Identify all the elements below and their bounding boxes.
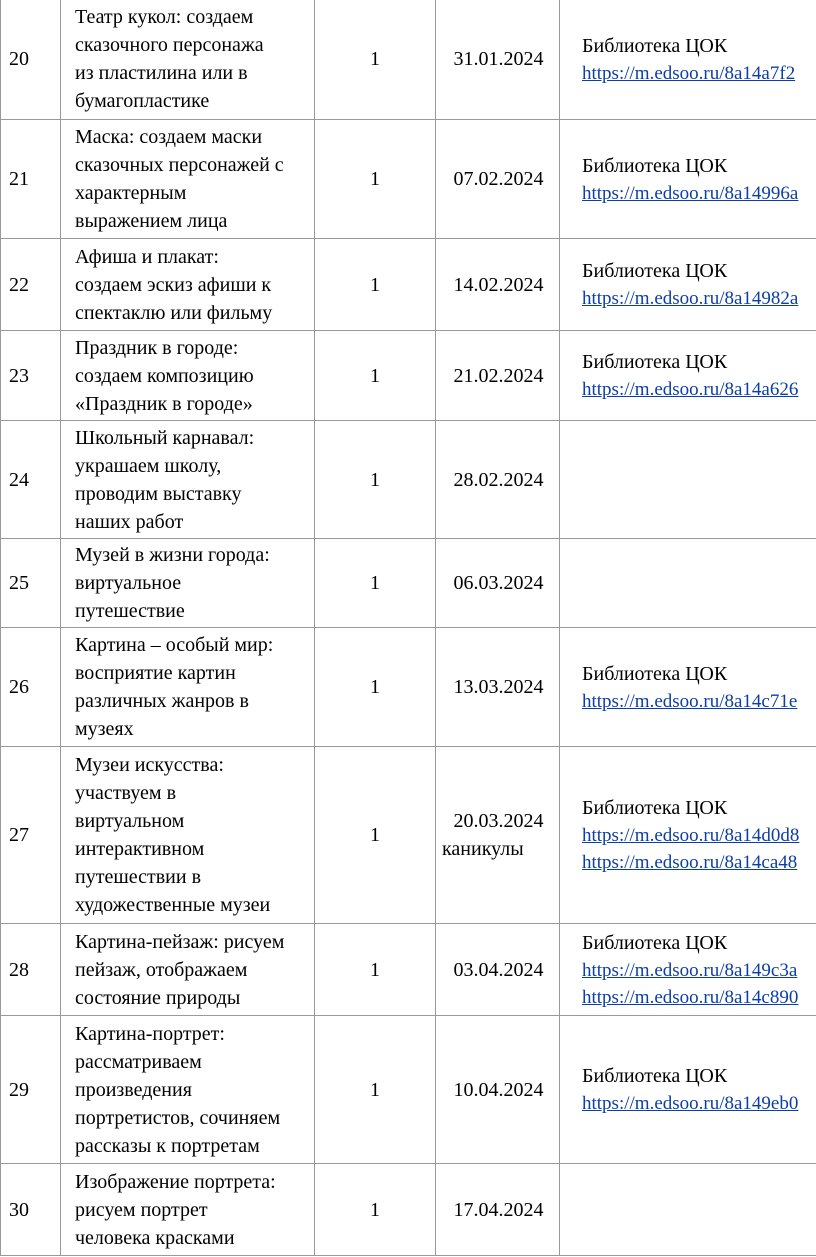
table-row	[1, 1164, 816, 1256]
lesson-date: 13.03.2024	[453, 676, 544, 698]
lesson-topic	[61, 539, 315, 628]
topic-line: Картина-портрет:	[75, 1022, 225, 1045]
lesson-date: 17.04.2024	[453, 1198, 544, 1221]
library-label: Библиотека ЦОК	[582, 1065, 728, 1087]
topic-line: Музей в жизни города:	[75, 544, 270, 566]
lesson-hours: 1	[315, 120, 436, 239]
topic-line: выражением лица	[75, 210, 228, 232]
lesson-hours: 1	[315, 539, 436, 628]
topic-line: бумагопластике	[75, 90, 210, 112]
table-row	[1, 747, 816, 924]
lesson-number: 27	[1, 747, 61, 924]
resource-link[interactable]: https://m.edsoo.ru/8a14982a	[582, 288, 799, 309]
lesson-hours: 1	[315, 924, 436, 1016]
digital-resources	[560, 120, 816, 239]
topic-line: участвуем в	[75, 782, 177, 804]
lesson-number: 26	[1, 628, 61, 747]
resource-link[interactable]: https://m.edsoo.ru/8a14d0d8	[582, 825, 800, 846]
lesson-date: 06.03.2024	[453, 572, 544, 594]
topic-line: восприятие картин	[75, 662, 236, 684]
topic-line: пейзаж, отображаем	[75, 958, 248, 981]
topic-line: украшаем школу,	[75, 454, 222, 477]
lesson-date-cell	[436, 331, 560, 421]
lesson-date: 20.03.2024	[453, 810, 544, 832]
lesson-number: 21	[1, 120, 61, 239]
library-label: Библиотека ЦОК	[582, 662, 728, 685]
lesson-hours: 1	[315, 331, 436, 421]
resource-link[interactable]: https://m.edsoo.ru/8a149c3a	[582, 959, 798, 981]
library-label: Библиотека ЦОК	[582, 931, 728, 954]
topic-line: наших работ	[75, 510, 184, 533]
library-label: Библиотека ЦОК	[582, 351, 728, 373]
lesson-hours: 1	[315, 628, 436, 747]
lesson-number: 30	[1, 1164, 61, 1256]
lesson-topic	[61, 924, 315, 1016]
date-note: каникулы	[442, 838, 524, 860]
table-row	[1, 0, 816, 120]
topic-line: Афиша и плакат:	[75, 245, 219, 268]
digital-resources	[560, 628, 816, 747]
lesson-date-cell	[436, 421, 560, 539]
topic-line: виртуальном	[75, 810, 185, 832]
digital-resources	[560, 331, 816, 421]
topic-line: «Праздник в городе»	[75, 392, 253, 415]
lesson-topic	[61, 0, 315, 120]
lesson-date-cell	[436, 924, 560, 1016]
digital-resources	[560, 747, 816, 924]
lesson-date-cell	[436, 747, 560, 924]
lesson-date-cell	[436, 628, 560, 747]
resource-link[interactable]: https://m.edsoo.ru/8a14a626	[582, 379, 799, 400]
lesson-number: 22	[1, 239, 61, 331]
topic-line: состояние природы	[75, 986, 241, 1009]
lesson-number: 28	[1, 924, 61, 1016]
lesson-topic	[61, 239, 315, 331]
table-row	[1, 1016, 816, 1164]
topic-line: Школьный карнавал:	[75, 426, 255, 449]
lesson-date: 28.02.2024	[453, 468, 544, 491]
lesson-date: 07.02.2024	[453, 168, 544, 190]
lesson-number: 25	[1, 539, 61, 628]
lesson-topic	[61, 1164, 315, 1256]
table-row	[1, 628, 816, 747]
topic-line: из пластилина или в	[75, 62, 248, 84]
lesson-date-cell	[436, 1016, 560, 1164]
table-body	[1, 0, 816, 1256]
digital-resources	[560, 539, 816, 628]
digital-resources	[560, 924, 816, 1016]
resource-link[interactable]: https://m.edsoo.ru/8a14996a	[582, 182, 799, 204]
topic-line: Музеи искусства:	[75, 754, 224, 776]
lesson-number: 24	[1, 421, 61, 539]
lesson-date-cell	[436, 239, 560, 331]
lesson-hours: 1	[315, 421, 436, 539]
lesson-hours: 1	[315, 0, 436, 120]
resource-link[interactable]: https://m.edsoo.ru/8a14ca48	[582, 852, 798, 873]
topic-line: Маска: создаем маски	[75, 126, 263, 148]
lesson-number: 20	[1, 0, 61, 120]
digital-resources	[560, 239, 816, 331]
table-row	[1, 120, 816, 239]
topic-line: рисуем портрет	[75, 1198, 208, 1221]
table-row	[1, 924, 816, 1016]
resource-link[interactable]: https://m.edsoo.ru/8a149eb0	[582, 1093, 799, 1114]
lesson-hours: 1	[315, 1164, 436, 1256]
lesson-date: 10.04.2024	[453, 1078, 544, 1101]
library-label: Библиотека ЦОК	[582, 154, 728, 177]
digital-resources	[560, 1016, 816, 1164]
lesson-topic	[61, 1016, 315, 1164]
resource-link[interactable]: https://m.edsoo.ru/8a14c71e	[582, 690, 798, 712]
topic-line: проводим выставку	[75, 482, 242, 505]
lesson-date-cell	[436, 539, 560, 628]
topic-line: спектаклю или фильму	[75, 301, 273, 324]
lesson-topic	[61, 421, 315, 539]
library-label: Библиотека ЦОК	[582, 260, 728, 282]
table-row	[1, 331, 816, 421]
lesson-topic	[61, 628, 315, 747]
lesson-date: 14.02.2024	[453, 273, 544, 296]
lesson-date: 03.04.2024	[453, 958, 544, 981]
topic-line: интерактивном	[75, 838, 205, 860]
resource-link[interactable]: https://m.edsoo.ru/8a14a7f2	[582, 62, 796, 84]
lesson-topic	[61, 331, 315, 421]
topic-line: Картина-пейзаж: рисуем	[75, 930, 285, 953]
topic-line: сказочного персонажа	[75, 34, 264, 56]
topic-line: произведения	[75, 1078, 192, 1101]
lesson-date-cell	[436, 0, 560, 120]
topic-line: рассматриваем	[75, 1050, 202, 1073]
lesson-hours: 1	[315, 1016, 436, 1164]
library-label: Библиотека ЦОК	[582, 34, 728, 57]
digital-resources	[560, 1164, 816, 1256]
lesson-topic	[61, 747, 315, 924]
lesson-date: 21.02.2024	[453, 364, 544, 387]
topic-line: портретистов, сочиняем	[75, 1106, 281, 1129]
topic-line: музеях	[75, 718, 134, 740]
table-row	[1, 421, 816, 539]
resource-link[interactable]: https://m.edsoo.ru/8a14c890	[582, 986, 799, 1008]
topic-line: рассказы к портретам	[75, 1134, 260, 1157]
table-row	[1, 239, 816, 331]
table-row	[1, 539, 816, 628]
topic-line: сказочных персонажей с	[75, 154, 284, 176]
digital-resources	[560, 0, 816, 120]
lesson-number: 23	[1, 331, 61, 421]
lesson-date: 31.01.2024	[453, 48, 544, 70]
topic-line: создаем эскиз афиши к	[75, 273, 272, 296]
topic-line: виртуальное	[75, 572, 182, 594]
topic-line: создаем композицию	[75, 364, 254, 387]
topic-line: Картина – особый мир:	[75, 634, 274, 656]
topic-line: различных жанров в	[75, 690, 249, 712]
lesson-topic	[61, 120, 315, 239]
topic-line: художественные музеи	[75, 894, 271, 916]
lesson-date-cell	[436, 120, 560, 239]
topic-line: путешествии в	[75, 866, 202, 888]
topic-line: характерным	[75, 182, 187, 204]
lesson-hours: 1	[315, 747, 436, 924]
lesson-number: 29	[1, 1016, 61, 1164]
topic-line: Театр кукол: создаем	[75, 6, 254, 28]
library-label: Библиотека ЦОК	[582, 797, 728, 819]
lesson-date-cell	[436, 1164, 560, 1256]
topic-line: человека красками	[75, 1226, 235, 1249]
topic-line: путешествие	[75, 600, 185, 622]
digital-resources	[560, 421, 816, 539]
topic-line: Изображение портрета:	[75, 1170, 276, 1193]
lesson-hours: 1	[315, 239, 436, 331]
topic-line: Праздник в городе:	[75, 336, 239, 359]
